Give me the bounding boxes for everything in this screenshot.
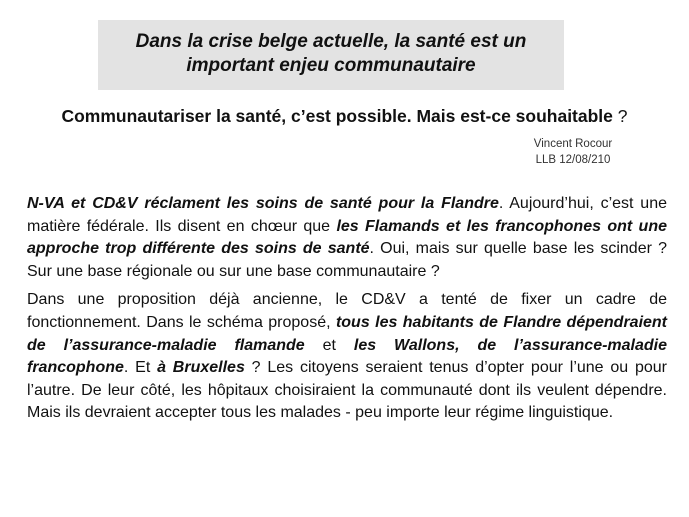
p1-emphasis-1: N-VA et CD&V réclament les soins de santé pour la Flandre — [27, 195, 499, 212]
paragraph-2 — [27, 289, 667, 425]
headline-question-mark: ? — [612, 106, 628, 126]
author-name: Vincent Rocour — [533, 138, 613, 150]
byline — [518, 136, 628, 168]
title-banner — [98, 20, 564, 90]
p2-emphasis-3: à Bruxelles — [157, 359, 245, 377]
p1-text-1: . Aujourd’hui, c’est une matière fédérale. Ils disent en chœur que — [27, 195, 667, 235]
title-line-1: Dans la crise belge actuelle, la santé est un — [135, 31, 527, 52]
title-line-2: important enjeu communautaire — [186, 55, 476, 76]
p2-emphasis-2: les Wallons, de l’assurance-maladie francophone — [27, 336, 668, 377]
article-body — [27, 193, 667, 431]
article-headline — [0, 105, 689, 127]
p1-emphasis-2: les Flamands et les francophones ont une approche trop différente des soins de santé — [27, 217, 667, 258]
p2-text-2: et — [304, 336, 354, 354]
source-reference: LLB 12/08/210 — [535, 154, 611, 166]
p2-emphasis-1: tous les habitants de Flandre dépendraient de l’assurance-maladie flamande — [27, 313, 668, 354]
p2-text-1: Dans une proposition déjà ancienne, le CD&V a tenté de fixer un cadre de fonctionnement. Dans le schéma proposé, — [27, 291, 667, 331]
p2-text-3: . Et — [123, 359, 158, 377]
paragraph-1 — [27, 193, 667, 283]
p2-text-4: ? Les citoyens seraient tenus d’opter pour l’une ou pour l’autre. De leur côté, les hôpitaux choisiraient la communauté dont ils veulent dépendre. Mais ils devraient accepter tous les malades - peu importe leur régime linguistique. — [27, 359, 668, 422]
p1-text-2: . Oui, mais sur quelle base les scinder ? Sur une base régionale ou sur une base communautaire ? — [27, 240, 667, 280]
headline-text: Communautariser la santé, c’est possible. Mais est-ce souhaitable — [61, 106, 613, 126]
